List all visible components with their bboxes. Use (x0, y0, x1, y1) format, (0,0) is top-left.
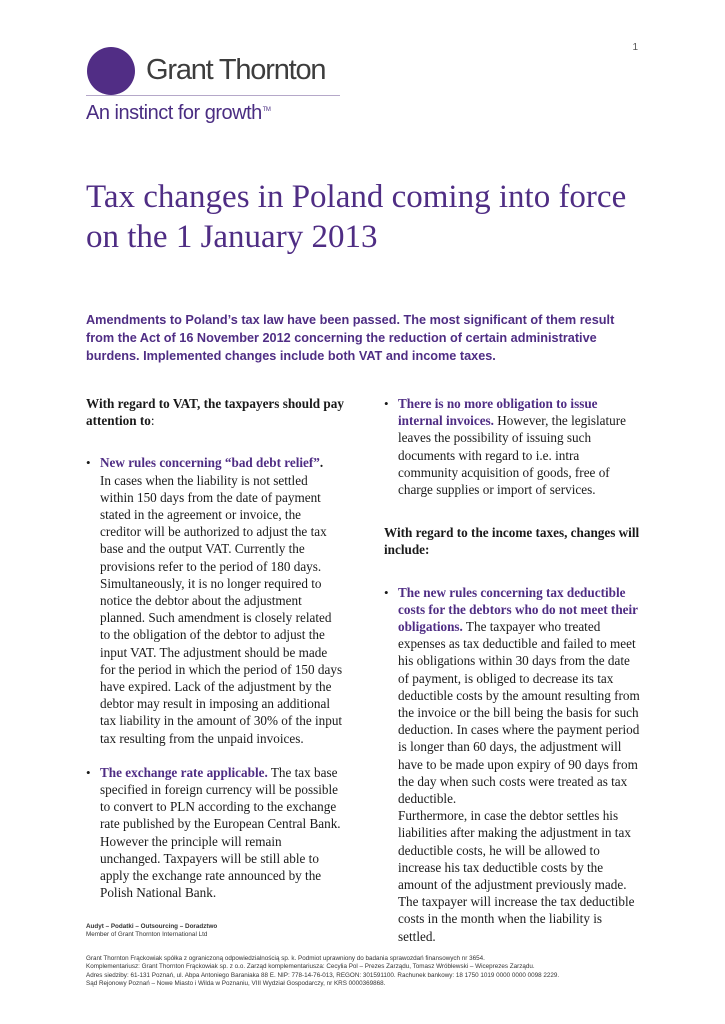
internal-invoices-highlight: There is no more obligation to issue internal invoices. (398, 396, 598, 429)
footer-legal-line: Adres siedziby: 61-131 Poznań, ul. Abpa Antoniego Baraniaka 88 E. NIP: 778-14-76-013, REGON: 301591100. Rachunek bankowy: 18 1750 1019 0000 0000 0098 2229. (86, 971, 560, 979)
income-tax-heading: With regard to the income taxes, changes will include: (384, 525, 640, 558)
exchange-rate-highlight: The exchange rate applicable. (100, 764, 268, 780)
grant-thornton-logo (86, 44, 356, 134)
list-item (86, 764, 344, 902)
grant-thornton-logo-mark-icon (86, 46, 136, 96)
deductible-costs-text: The taxpayer who treated expenses as tax deductible and failed to meet his obligations within 30 days from the date of payment, is obliged to decrease its tax deductible costs by the amount resulting from the invoice or the bill being the basis for such deduction. In cases where the payment period is longer than 60 days, the adjustment will have to be made upon expiry of 90 days from the day when such costs were treated as tax deductible. (398, 619, 640, 807)
logo-brand-name: Grant Thornton (146, 54, 326, 86)
intro-summary: Amendments to Poland’s tax law have been passed. The most significant of them result from the Act of 16 November 2012 concerning the reduction of certain administrative burdens. Implemented changes include both VAT and income taxes. (86, 313, 615, 363)
left-column (86, 395, 344, 901)
footer-member-line: Member of Grant Thornton International Ltd (86, 931, 208, 939)
deductible-costs-highlight: The new rules concerning tax deductible costs for the debtors who do not meet their obligations. (398, 584, 638, 635)
right-column (384, 395, 642, 945)
footer-legal-line: Sąd Rejonowy Poznań – Nowe Miasto i Wilda w Poznaniu, VIII Wydział Gospodarczy, nr KRS 0000369868. (86, 980, 386, 988)
footer-services-line: Audyt – Podatki – Outsourcing – Doradztwo (86, 923, 218, 930)
vat-heading-colon: : (150, 413, 155, 429)
income-tax-list (384, 584, 642, 945)
trademark-mark: TM (262, 107, 271, 114)
footer-legal-line: Grant Thornton Frąckowiak spółka z ograniczoną odpowiedzialnością sp. k. Podmiot uprawniony do badania sprawozdań finansowych nr 3654. (86, 955, 485, 962)
bad-debt-relief-highlight: New rules concerning “bad debt relief” (100, 455, 320, 471)
bad-debt-relief-period: . (319, 455, 324, 471)
page-number: 1 (632, 42, 638, 53)
vat-list-continued (384, 395, 642, 498)
footer-legal-line: Komplementariusz: Grant Thornton Frąckowiak sp. z o.o. Zarząd komplementariusza: Cecylia Pol – Prezes Zarządu, Tomasz Wróblewski – Wiceprezes Zarządu. (86, 963, 535, 971)
list-item (384, 584, 642, 945)
logo-tagline-text: An instinct for growth (86, 102, 262, 124)
footer-services (86, 923, 217, 940)
vat-heading (86, 395, 344, 429)
logo-divider (86, 95, 340, 96)
exchange-rate-text: The tax base specified in foreign currency will be possible to convert to PLN according to the exchange rate published by the European Central Bank. However the principle will remain unchanged. Taxpayers will be still able to apply the exchange rate announced by the Polish National Bank. (100, 764, 341, 901)
bad-debt-relief-text: In cases when the liability is not settled within 150 days from the date of payment stated in the agreement or invoice, the creditor will be authorized to adjust the tax base and the output VAT. Currently the provisions refer to the period of 180 days. Simultaneously, it is no longer required to notice the debtor about the adjustment planned. Such amendment is closely related to the obligation of the debtor to adjust the input VAT. The adjustment should be made for the period in which the period of 150 days have expired. Lack of the adjustment by the debtor may result in imposing an additional tax liability in the amount of 30% of the input tax resulting from the unpaid invoices. (100, 472, 343, 746)
list-item (384, 395, 642, 498)
deductible-costs-text-continued: Furthermore, in case the debtor settles his liabilities after making the adjustment in tax deductible costs, he will be allowed to increase his tax deductible costs by the amount of the adjustment previously made. The taxpayer will increase the tax deductible costs in the month when the liability is settled. (398, 808, 635, 944)
document-title: Tax changes in Poland coming into force on the 1 January 2013 (86, 179, 627, 255)
internal-invoices-text: However, the legislature leaves the possibility of issuing such documents with regard to i.e. intra community acquisition of goods, free of charge supplies or import of services. (398, 413, 627, 498)
footer-legal (86, 955, 606, 989)
vat-list (86, 454, 344, 901)
vat-heading-text: With regard to VAT, the taxpayers should pay attention to (86, 396, 344, 429)
logo-tagline (86, 102, 270, 125)
list-item (86, 454, 344, 746)
